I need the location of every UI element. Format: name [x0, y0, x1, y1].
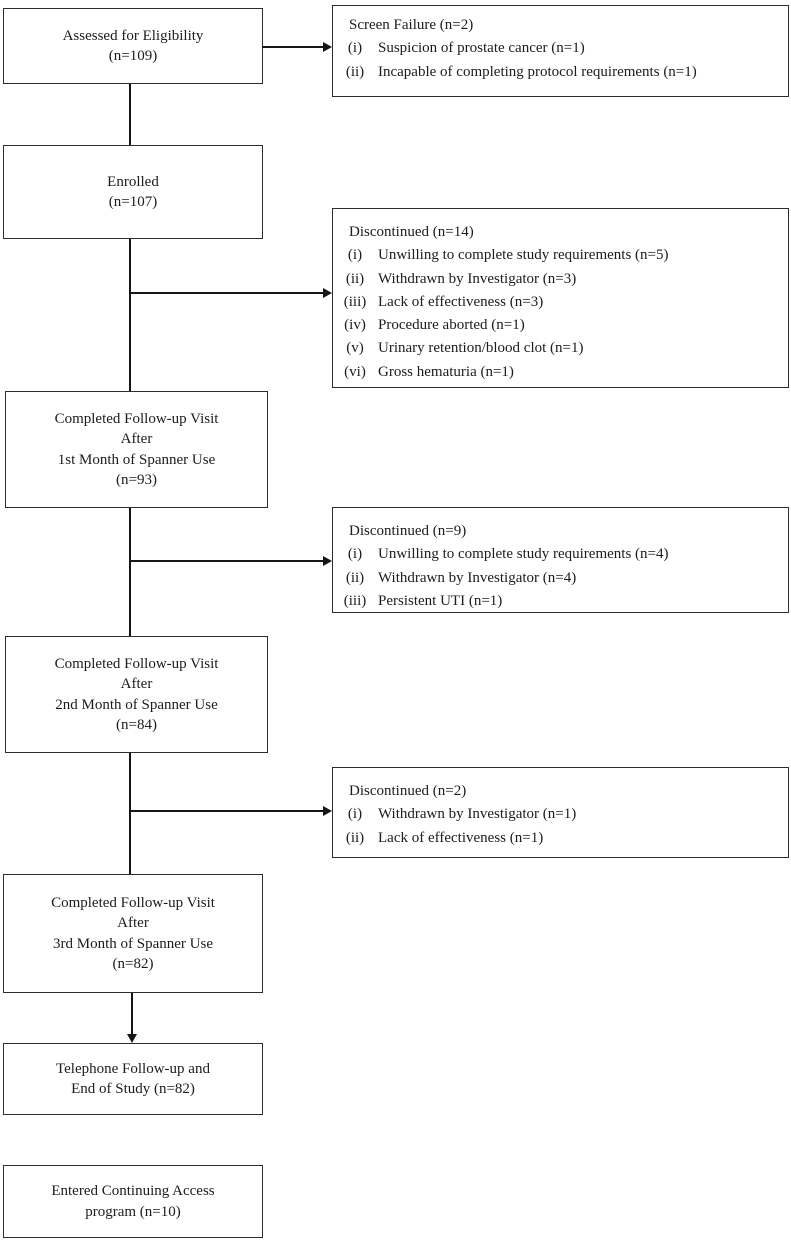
reason-item [339, 827, 780, 850]
item-text: Gross hematuria (n=1) [378, 363, 514, 380]
item-numeral: (v) [346, 340, 364, 357]
item-text: Suspicion of prostate cancer (n=1) [378, 40, 585, 57]
reason-item [339, 291, 780, 314]
branch-month2-to-discontinued2 [130, 810, 323, 812]
box-line: Completed Follow-up Visit [51, 894, 215, 911]
arrowhead-right-icon [323, 556, 332, 566]
reason-item [339, 567, 780, 590]
item-numeral: (i) [347, 247, 363, 264]
item-numeral: (i) [347, 546, 363, 563]
item-text: Withdrawn by Investigator (n=1) [378, 806, 577, 823]
box-line: Completed Follow-up Visit [54, 410, 219, 427]
item-numeral: (iii) [343, 592, 367, 609]
flow-box-continuing-access [3, 1165, 263, 1238]
item-numeral: (ii) [345, 569, 365, 586]
arrowhead-down-icon [127, 1034, 137, 1043]
flow-box-telephone-followup [3, 1043, 263, 1115]
branch-assessed-to-screen-failure [262, 46, 323, 48]
box-line: program (n=10) [85, 1203, 181, 1220]
box-line: Entered Continuing Access [51, 1183, 215, 1199]
branch-month1-to-discontinued9 [130, 560, 323, 562]
side-box-discontinued-14 [332, 208, 789, 388]
reason-item [339, 361, 780, 384]
reason-item [339, 37, 780, 60]
box-line: Completed Follow-up Visit [54, 655, 219, 672]
box-line: (n=107) [108, 194, 158, 210]
side-box-discontinued-2 [332, 767, 789, 858]
arrowhead-right-icon [323, 806, 332, 816]
item-numeral: (iv) [344, 317, 366, 334]
box-line: (n=82) [112, 956, 154, 972]
box-line: (n=93) [116, 472, 157, 488]
box-line: 3rd Month of Spanner Use [53, 935, 213, 952]
box-line: End of Study (n=82) [71, 1081, 195, 1097]
box-line: 2nd Month of Spanner Use [55, 696, 218, 713]
item-numeral: (ii) [345, 63, 365, 80]
arrowhead-right-icon [323, 288, 332, 298]
item-text: Procedure aborted (n=1) [378, 317, 525, 334]
flow-box-assessed-for-eligibility [3, 8, 263, 84]
arrowhead-right-icon [323, 42, 332, 52]
flow-box-month3-followup [3, 874, 263, 993]
reason-item [339, 543, 780, 566]
reason-item [339, 803, 780, 826]
item-text: Unwilling to complete study requirements (n=5) [378, 247, 669, 264]
item-numeral: (iii) [343, 293, 367, 310]
item-numeral: (ii) [345, 270, 365, 287]
reason-item [339, 337, 780, 360]
item-numeral: (i) [347, 40, 363, 57]
connector-month3-to-telephone [131, 993, 133, 1035]
box-line: Enrolled [107, 173, 159, 190]
side-box-discontinued-9 [332, 507, 789, 613]
flow-box-enrolled [3, 145, 263, 239]
side-box-title: Discontinued (n=14) [349, 224, 474, 240]
branch-enrolled-to-discontinued14 [130, 292, 323, 294]
reason-item [339, 590, 780, 613]
box-line: (n=109) [108, 48, 158, 64]
side-box-screen-failure [332, 5, 789, 97]
item-numeral: (ii) [345, 829, 365, 846]
box-line: Telephone Follow-up and [56, 1060, 210, 1077]
flow-box-month1-followup [5, 391, 268, 508]
item-numeral: (vi) [344, 363, 366, 380]
side-box-title: Discontinued (n=9) [349, 523, 467, 539]
item-numeral: (i) [347, 806, 363, 823]
reason-item [339, 61, 780, 84]
item-text: Withdrawn by Investigator (n=3) [378, 270, 577, 287]
item-text: Lack of effectiveness (n=1) [378, 829, 544, 846]
item-text: Incapable of completing protocol requirements (n=1) [378, 63, 697, 80]
reason-item [339, 268, 780, 291]
box-line: After [120, 676, 153, 692]
side-box-title: Screen Failure (n=2) [349, 17, 474, 33]
item-text: Urinary retention/blood clot (n=1) [378, 340, 584, 357]
flow-box-month2-followup [5, 636, 268, 753]
box-line: After [117, 915, 149, 931]
box-line: 1st Month of Spanner Use [57, 451, 216, 468]
connector-assessed-to-enrolled [129, 84, 131, 145]
item-text: Unwilling to complete study requirements (n=4) [378, 546, 669, 563]
connector-month2-to-month3 [129, 753, 131, 874]
item-text: Persistent UTI (n=1) [378, 592, 503, 609]
box-line: After [120, 431, 153, 447]
connector-enrolled-to-month1 [129, 239, 131, 391]
box-line: Assessed for Eligibility [62, 27, 204, 44]
reason-item [339, 244, 780, 267]
box-line: (n=84) [116, 717, 157, 733]
connector-month1-to-month2 [129, 508, 131, 636]
item-text: Lack of effectiveness (n=3) [378, 293, 544, 310]
side-box-title: Discontinued (n=2) [349, 783, 467, 799]
reason-item [339, 314, 780, 337]
item-text: Withdrawn by Investigator (n=4) [378, 569, 577, 586]
